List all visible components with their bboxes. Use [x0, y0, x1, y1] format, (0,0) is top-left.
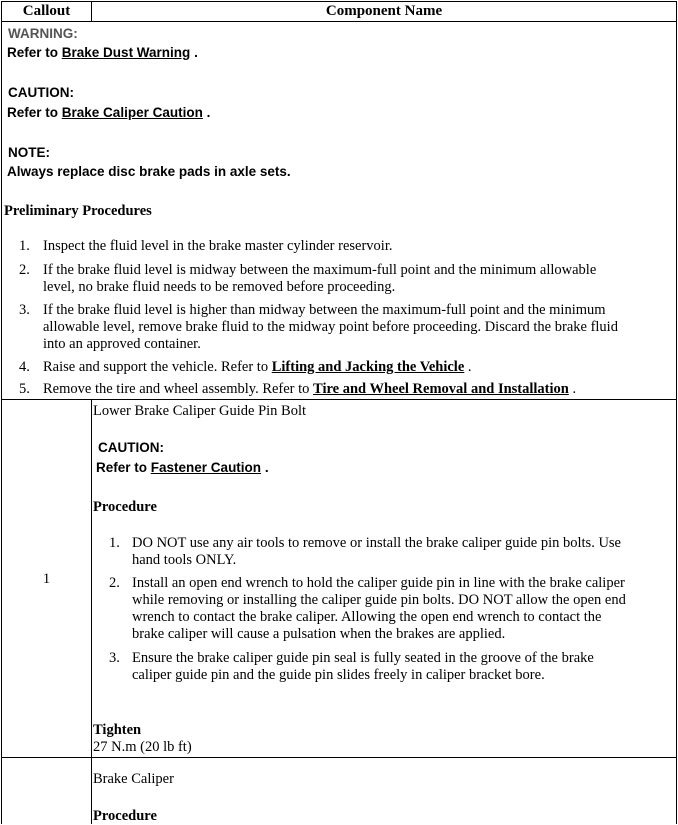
list-item [43, 359, 472, 376]
caution-reference [96, 460, 269, 475]
list-item [43, 302, 618, 353]
list-item: Inspect the fluid level in the brake master cylinder reservoir. [43, 238, 393, 254]
tire-and-wheel-removal-link[interactable]: Tire and Wheel Removal and Installation [313, 381, 569, 397]
table-border-left [1, 1, 2, 824]
list-item-number: 2. [109, 575, 120, 591]
list-item [132, 535, 621, 569]
caution-label: CAUTION: [98, 440, 164, 455]
list-item-line: DO NOT use any air tools to remove or install the brake caliper guide pin bolts. Use [132, 535, 621, 551]
caution-suffix: . [261, 460, 269, 475]
note-text: Always replace disc brake pads in axle sets. [7, 164, 291, 179]
component-title: Brake Caliper [93, 771, 174, 787]
row-divider-1 [1, 757, 676, 758]
lifting-and-jacking-link[interactable]: Lifting and Jacking the Vehicle [271, 359, 465, 375]
caution-label: CAUTION: [8, 85, 74, 100]
list-item-line: allowable level, remove brake fluid to the midway point before proceeding. Discard the brake fluid [43, 319, 618, 335]
list-item-line: while removing or installing the caliper guide pin bolts. DO NOT allow the open end [132, 592, 626, 608]
brake-dust-warning-link[interactable]: Brake Dust Warning [61, 45, 191, 60]
list-item-prefix: Raise and support the vehicle. Refer to [43, 359, 269, 375]
list-item [43, 381, 576, 398]
list-item-line: hand tools ONLY. [132, 552, 237, 568]
list-item-number: 2. [19, 262, 30, 278]
list-item-line: caliper guide pin and the guide pin slides freely in caliper bracket bore. [132, 667, 545, 683]
list-item-line: wrench to contact the brake caliper. Allowing the open end wrench to contact the [132, 609, 602, 625]
warning-label: WARNING: [8, 26, 78, 41]
callout-header: Callout [22, 3, 71, 19]
list-item [132, 575, 626, 643]
list-item-number: 1. [19, 238, 30, 254]
caution-prefix: Refer to [96, 460, 148, 475]
column-divider-rows [91, 399, 92, 824]
list-item-number: 3. [109, 650, 120, 666]
caution-suffix: . [202, 105, 211, 120]
warning-prefix: Refer to [7, 45, 59, 60]
list-item-line: brake caliper will cause a pulsation when the brakes are applied. [132, 626, 506, 642]
list-item-line: Ensure the brake caliper guide pin seal is fully seated in the groove of the brake [132, 650, 594, 666]
component-name-header: Component Name [325, 3, 443, 19]
caution-reference [7, 105, 210, 120]
tighten-value: 27 N.m (20 lb ft) [93, 739, 192, 755]
list-item-prefix: Remove the tire and wheel assembly. Refer to [43, 381, 310, 397]
table-border-top [1, 1, 676, 2]
list-item-line: level, no brake fluid needs to be removed before proceeding. [43, 279, 396, 295]
list-item-number: 4. [19, 359, 30, 375]
list-item-number: 1. [109, 535, 120, 551]
header-divider [1, 21, 676, 22]
preliminary-procedures-heading: Preliminary Procedures [4, 203, 152, 219]
list-item-number: 3. [19, 302, 30, 318]
list-item-line: If the brake fluid level is midway between the maximum-full point and the minimum allowable [43, 262, 597, 278]
fastener-caution-link[interactable]: Fastener Caution [150, 460, 262, 475]
table-border-right [676, 1, 677, 824]
list-item [132, 650, 594, 684]
procedure-heading: Procedure [93, 808, 157, 824]
procedure-heading: Procedure [93, 499, 157, 515]
list-item [43, 262, 596, 296]
brake-caliper-caution-link[interactable]: Brake Caliper Caution [61, 105, 203, 120]
caution-prefix: Refer to [7, 105, 59, 120]
callout-number: 1 [42, 571, 51, 587]
warning-suffix: . [190, 45, 198, 60]
note-label: NOTE: [8, 145, 50, 160]
component-title: Lower Brake Caliper Guide Pin Bolt [93, 403, 307, 419]
warning-reference [7, 45, 198, 60]
list-item-suffix: . [464, 359, 472, 375]
list-item-line: If the brake fluid level is higher than midway between the maximum-full point and the minimum [43, 302, 606, 318]
list-item-line: Install an open end wrench to hold the caliper guide pin in line with the brake caliper [132, 575, 625, 591]
tighten-label: Tighten [93, 722, 142, 738]
list-item-suffix: . [568, 381, 577, 397]
list-item-number: 5. [19, 381, 30, 397]
row-divider-intro [1, 399, 676, 400]
list-item-line: into an approved container. [43, 336, 201, 352]
